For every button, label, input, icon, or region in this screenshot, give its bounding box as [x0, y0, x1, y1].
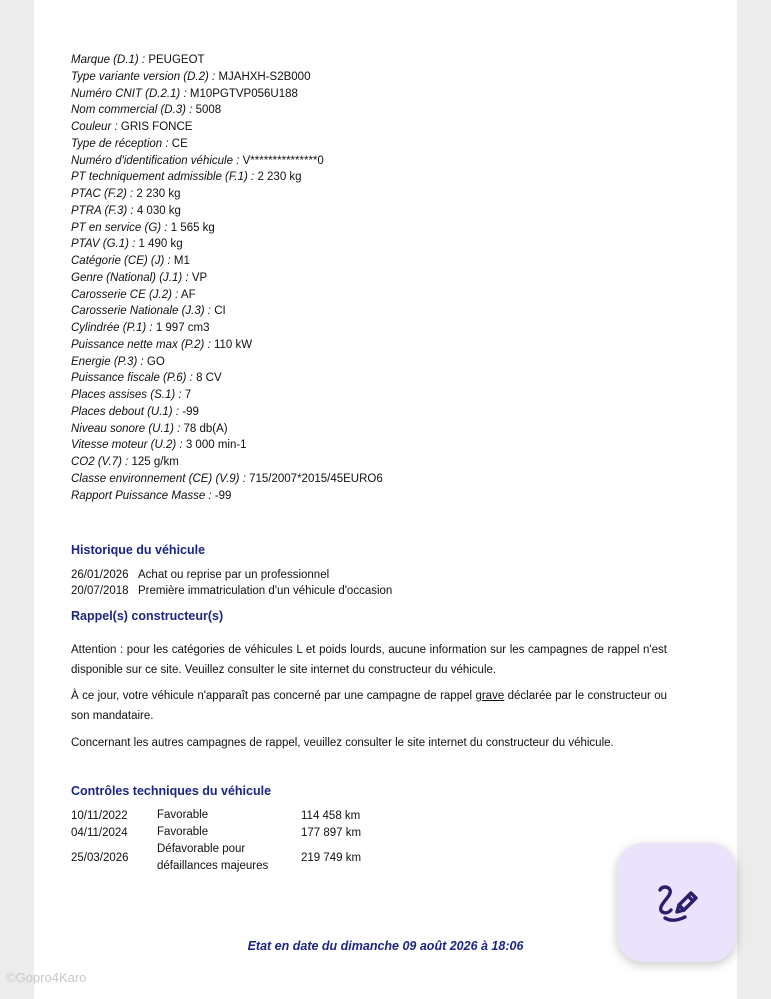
- inspection-row: [71, 824, 421, 841]
- report-date-footer: Etat en date du dimanche 09 août 2026 à 18:06: [247, 939, 524, 953]
- history-title: Historique du véhicule: [71, 543, 206, 557]
- spec-label: PTRA (F.3) :: [71, 204, 134, 217]
- spec-row: [71, 387, 711, 404]
- spec-row: [71, 253, 711, 270]
- sign-button[interactable]: [617, 843, 736, 962]
- watermark: ©Gopro4Karo: [6, 970, 87, 985]
- spec-value: GRIS FONCE: [120, 121, 193, 133]
- spec-value: 8 CV: [196, 372, 222, 385]
- spec-row: [71, 421, 711, 438]
- inspection-result: Favorable: [157, 809, 209, 821]
- spec-value: 1 490 kg: [138, 238, 183, 251]
- spec-row: [71, 354, 711, 371]
- inspection-row: [71, 841, 421, 875]
- inspections-title: Contrôles techniques du véhicule: [71, 784, 272, 798]
- recalls-title: Rappel(s) constructeur(s): [71, 609, 224, 623]
- spec-row: [71, 437, 711, 454]
- spec-label: PTAC (F.2) :: [71, 188, 134, 200]
- spec-value: M1: [173, 255, 190, 267]
- spec-value: -99: [214, 489, 232, 502]
- spec-value: V***************0: [242, 154, 324, 167]
- spec-row: [71, 471, 711, 488]
- spec-label: PTAV (G.1) :: [71, 238, 136, 251]
- spec-row: [71, 136, 711, 153]
- spec-label: PT techniquement admissible (F.1) :: [71, 171, 255, 184]
- spec-value: PEUGEOT: [148, 54, 205, 66]
- history-date: 26/01/2026: [71, 569, 129, 581]
- spec-value: M10PGTVP056U188: [189, 87, 298, 100]
- spec-value: 125 g/km: [131, 456, 179, 468]
- spec-label: Places assises (S.1) :: [71, 389, 182, 401]
- history-text: Achat ou reprise par un professionnel: [138, 569, 330, 581]
- spec-row: [71, 86, 711, 103]
- history-list: [71, 567, 392, 599]
- spec-label: Catégorie (CE) (J) :: [71, 255, 171, 267]
- spec-value: VP: [191, 271, 208, 284]
- spec-value: AF: [180, 288, 196, 301]
- history-text: Première immatriculation d'un véhicule d'occasion: [138, 585, 393, 597]
- spec-row: [71, 169, 711, 186]
- spec-row: [71, 488, 711, 505]
- spec-row: [71, 236, 711, 253]
- spec-value: 3 000 min-1: [185, 439, 247, 452]
- spec-value: 110 kW: [213, 338, 253, 351]
- spec-value: 4 030 kg: [136, 204, 181, 217]
- spec-label: Vitesse moteur (U.2) :: [71, 439, 183, 452]
- spec-label: Couleur :: [71, 121, 118, 133]
- spec-value: GO: [146, 355, 165, 368]
- spec-row: [71, 303, 711, 320]
- spec-label: Carosserie Nationale (J.3) :: [71, 305, 211, 318]
- spec-label: Nom commercial (D.3) :: [71, 104, 193, 117]
- recalls-emphasis: grave: [475, 690, 505, 702]
- spec-row: [71, 119, 711, 136]
- spec-row: [71, 153, 711, 170]
- spec-label: Puissance nette max (P.2) :: [71, 338, 211, 351]
- history-row: [71, 567, 392, 583]
- inspections-table: [71, 807, 421, 875]
- spec-label: Type variante version (D.2) :: [71, 70, 216, 83]
- spec-value: 1 997 cm3: [155, 322, 210, 334]
- spec-row: [71, 404, 711, 421]
- inspection-mileage: 219 749 km: [301, 852, 362, 864]
- spec-row: [71, 69, 711, 86]
- spec-value: 715/2007*2015/45EURO6: [249, 472, 383, 485]
- pen-sign-icon: [655, 881, 699, 925]
- spec-label: Genre (National) (J.1) :: [71, 271, 189, 284]
- spec-row: [71, 52, 711, 69]
- spec-label: CO2 (V.7) :: [71, 456, 129, 468]
- spec-label: Rapport Puissance Masse :: [71, 489, 212, 502]
- spec-label: Type de réception :: [71, 137, 169, 150]
- spec-value: 2 230 kg: [136, 188, 181, 200]
- spec-label: Numéro d'identification véhicule :: [71, 154, 240, 167]
- spec-label: Carosserie CE (J.2) :: [71, 288, 179, 301]
- inspection-date: 10/11/2022: [71, 809, 128, 822]
- spec-label: Places debout (U.1) :: [71, 405, 180, 418]
- spec-value: 7: [184, 389, 192, 401]
- spec-row: [71, 287, 711, 304]
- spec-label: Energie (P.3) :: [71, 355, 144, 368]
- spec-label: Numéro CNIT (D.2.1) :: [71, 87, 187, 100]
- inspection-row: [71, 807, 421, 824]
- spec-label: Puissance fiscale (P.6) :: [71, 372, 193, 385]
- history-row: [71, 583, 392, 599]
- spec-row: [71, 270, 711, 287]
- recalls-paragraph-2: À ce jour, votre véhicule n'apparaît pas concerné par une campagne de rappel grave déclarée par le constructeur ou son mandataire.: [71, 690, 667, 722]
- spec-value: 1 565 kg: [170, 221, 215, 234]
- spec-row: [71, 337, 711, 354]
- spec-label: Classe environnement (CE) (V.9) :: [71, 472, 246, 485]
- spec-label: Marque (D.1) :: [71, 54, 146, 66]
- spec-row: [71, 370, 711, 387]
- spec-label: Niveau sonore (U.1) :: [71, 422, 181, 435]
- recalls-paragraph-1: Attention : pour les catégories de véhicules L et poids lourds, aucune information sur les campagnes de rappel n'est disponible sur ce site. Veuillez consulter le site internet du constructeur du véhicule.: [71, 644, 667, 676]
- inspection-date: 25/03/2026: [71, 852, 129, 864]
- spec-value: 78 db(A): [183, 422, 228, 435]
- spec-value: 5008: [195, 104, 222, 117]
- history-date: 20/07/2018: [71, 585, 129, 597]
- inspection-result: Favorable: [157, 826, 209, 838]
- inspection-mileage: 177 897 km: [301, 826, 362, 839]
- spec-value: CE: [171, 137, 188, 150]
- spec-row: [71, 220, 711, 237]
- spec-row: [71, 454, 711, 471]
- recalls-paragraph-3: Concernant les autres campagnes de rappel, veuillez consulter le site internet du constructeur du véhicule.: [71, 737, 614, 749]
- inspection-mileage: 114 458 km: [301, 809, 361, 822]
- spec-value: -99: [182, 405, 199, 418]
- spec-value: CI: [214, 305, 226, 318]
- inspection-date: 04/11/2024: [71, 826, 128, 839]
- spec-label: PT en service (G) :: [71, 221, 168, 234]
- spec-row: [71, 320, 711, 337]
- inspection-result: Défavorable pour défaillances majeures: [157, 843, 269, 872]
- spec-row: [71, 102, 711, 119]
- spec-value: MJAHXH-S2B000: [218, 70, 311, 83]
- spec-value: 2 230 kg: [257, 171, 302, 184]
- spec-label: Cylindrée (P.1) :: [71, 322, 153, 334]
- vehicle-specs: [71, 52, 711, 504]
- spec-row: [71, 186, 711, 203]
- spec-row: [71, 203, 711, 220]
